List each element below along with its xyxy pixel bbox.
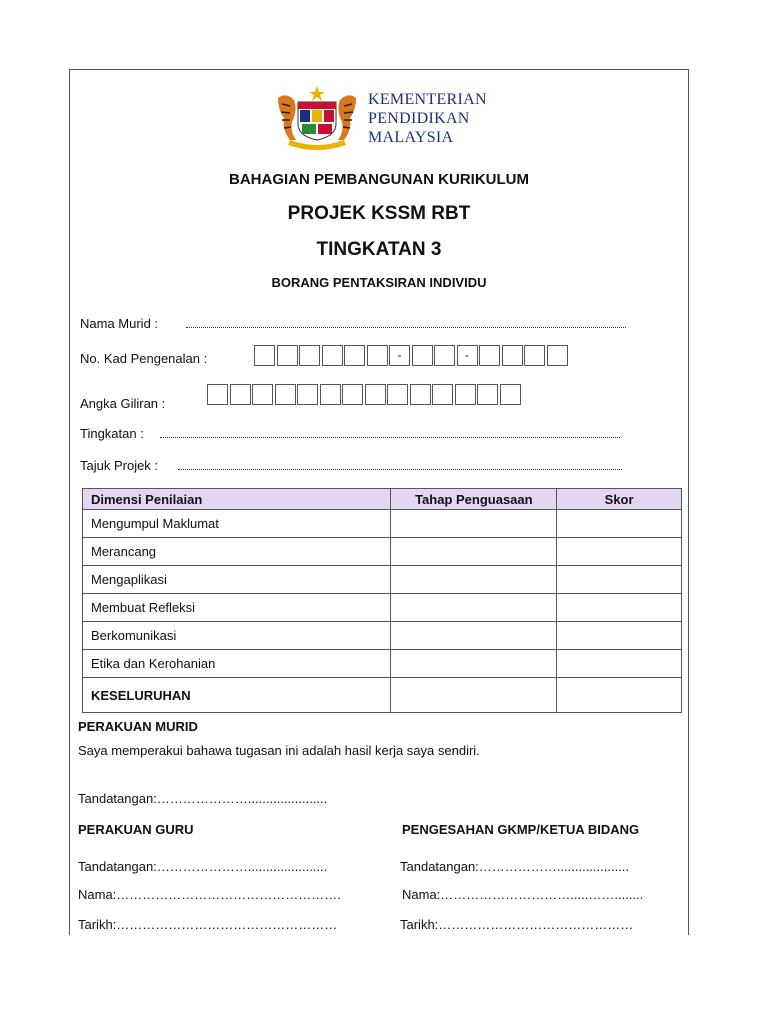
ic-digit-box[interactable] (434, 345, 455, 366)
index-digit-box[interactable] (477, 384, 498, 405)
ic-digit-box[interactable] (547, 345, 568, 366)
level-cell[interactable] (391, 622, 557, 650)
level-cell[interactable] (391, 650, 557, 678)
total-label-cell: KESELURUHAN (83, 678, 391, 713)
score-cell[interactable] (557, 538, 682, 566)
table-row (83, 622, 682, 650)
index-digit-box[interactable] (320, 384, 341, 405)
level-cell[interactable] (391, 510, 557, 538)
dimension-cell: Etika dan Kerohanian (83, 650, 391, 678)
table-total-row (83, 678, 682, 713)
index-number-boxes[interactable] (207, 384, 522, 406)
division-title: BAHAGIAN PEMBANGUNAN KURIKULUM (229, 171, 529, 188)
form-class-label: Tingkatan : (80, 426, 144, 441)
ic-separator-box: - (457, 345, 478, 366)
index-digit-box[interactable] (500, 384, 521, 405)
form-title: BORANG PENTAKSIRAN INDIVIDU (271, 275, 487, 290)
head-date-line[interactable]: Tarikh:……………………………………… (400, 917, 634, 932)
ministry-line-2: PENDIDIKAN (368, 110, 470, 127)
column-header-dimension: Dimensi Penilaian (83, 489, 391, 510)
ic-digit-box[interactable] (254, 345, 275, 366)
index-digit-box[interactable] (410, 384, 431, 405)
coat-of-arms-icon (272, 84, 362, 150)
index-digit-box[interactable] (297, 384, 318, 405)
head-approval-title: PENGESAHAN GKMP/KETUA BIDANG (402, 822, 640, 837)
table-row (83, 538, 682, 566)
teacher-date-line[interactable]: Tarikh:…………………………………………… (78, 917, 338, 932)
index-digit-box[interactable] (455, 384, 476, 405)
student-declaration-title: PERAKUAN MURID (78, 719, 198, 734)
ic-digit-box[interactable] (367, 345, 388, 366)
dimension-cell: Berkomunikasi (83, 622, 391, 650)
index-number-label: Angka Giliran : (80, 396, 166, 411)
ministry-name (368, 90, 487, 147)
score-cell[interactable] (557, 622, 682, 650)
ic-digit-box[interactable] (524, 345, 545, 366)
level-cell[interactable] (391, 538, 557, 566)
head-name-line[interactable]: Nama:………………………….....……........ (402, 887, 644, 902)
index-digit-box[interactable] (230, 384, 251, 405)
project-title-field[interactable] (178, 469, 622, 470)
dimension-cell: Mengaplikasi (83, 566, 391, 594)
ic-digit-box[interactable] (277, 345, 298, 366)
head-signature-line[interactable]: Tandatangan:……………….................... (400, 859, 630, 874)
ic-separator-box: - (389, 345, 410, 366)
index-digit-box[interactable] (252, 384, 273, 405)
teacher-signature-line[interactable]: Tandatangan:…………………...................... (78, 859, 328, 874)
student-name-label: Nama Murid : (80, 316, 159, 331)
dimension-cell: Membuat Refleksi (83, 594, 391, 622)
score-cell[interactable] (557, 650, 682, 678)
project-title-label: Tajuk Projek : (80, 458, 159, 473)
index-digit-box[interactable] (432, 384, 453, 405)
ic-digit-box[interactable] (299, 345, 320, 366)
dimension-cell: Mengumpul Maklumat (83, 510, 391, 538)
ic-digit-box[interactable] (479, 345, 500, 366)
project-title: PROJEK KSSM RBT (287, 203, 471, 224)
form-class-field[interactable] (160, 437, 620, 438)
student-signature-line[interactable]: Tandatangan:…………………...................... (78, 791, 328, 806)
score-cell[interactable] (557, 594, 682, 622)
ic-digit-box[interactable] (502, 345, 523, 366)
index-digit-box[interactable] (275, 384, 296, 405)
table-row (83, 594, 682, 622)
assessment-table (82, 488, 682, 713)
index-digit-box[interactable] (365, 384, 386, 405)
ic-digit-box[interactable] (344, 345, 365, 366)
ministry-line-3: MALAYSIA (368, 129, 454, 146)
score-cell[interactable] (557, 566, 682, 594)
column-header-level: Tahap Penguasaan (391, 489, 557, 510)
dimension-cell: Merancang (83, 538, 391, 566)
ic-number-boxes[interactable] (254, 345, 569, 367)
column-header-score: Skor (557, 489, 682, 510)
table-header-row (83, 489, 682, 510)
table-row (83, 650, 682, 678)
student-declaration-statement: Saya memperakui bahawa tugasan ini adalah hasil kerja saya sendiri. (78, 743, 480, 758)
student-name-field[interactable] (186, 327, 626, 328)
table-row (83, 510, 682, 538)
form-level-title: TINGKATAN 3 (316, 239, 442, 260)
score-cell[interactable] (557, 510, 682, 538)
level-cell[interactable] (391, 594, 557, 622)
table-row (83, 566, 682, 594)
index-digit-box[interactable] (387, 384, 408, 405)
total-level-cell[interactable] (391, 678, 557, 713)
level-cell[interactable] (391, 566, 557, 594)
ic-digit-box[interactable] (412, 345, 433, 366)
ic-digit-box[interactable] (322, 345, 343, 366)
total-score-cell[interactable] (557, 678, 682, 713)
ministry-line-1: KEMENTERIAN (368, 91, 487, 108)
ministry-logo (272, 84, 512, 154)
teacher-name-line[interactable]: Nama:……………………………………………. (78, 887, 341, 902)
teacher-declaration-title: PERAKUAN GURU (78, 822, 194, 837)
index-digit-box[interactable] (342, 384, 363, 405)
index-digit-box[interactable] (207, 384, 228, 405)
ic-number-label: No. Kad Pengenalan : (80, 351, 208, 366)
